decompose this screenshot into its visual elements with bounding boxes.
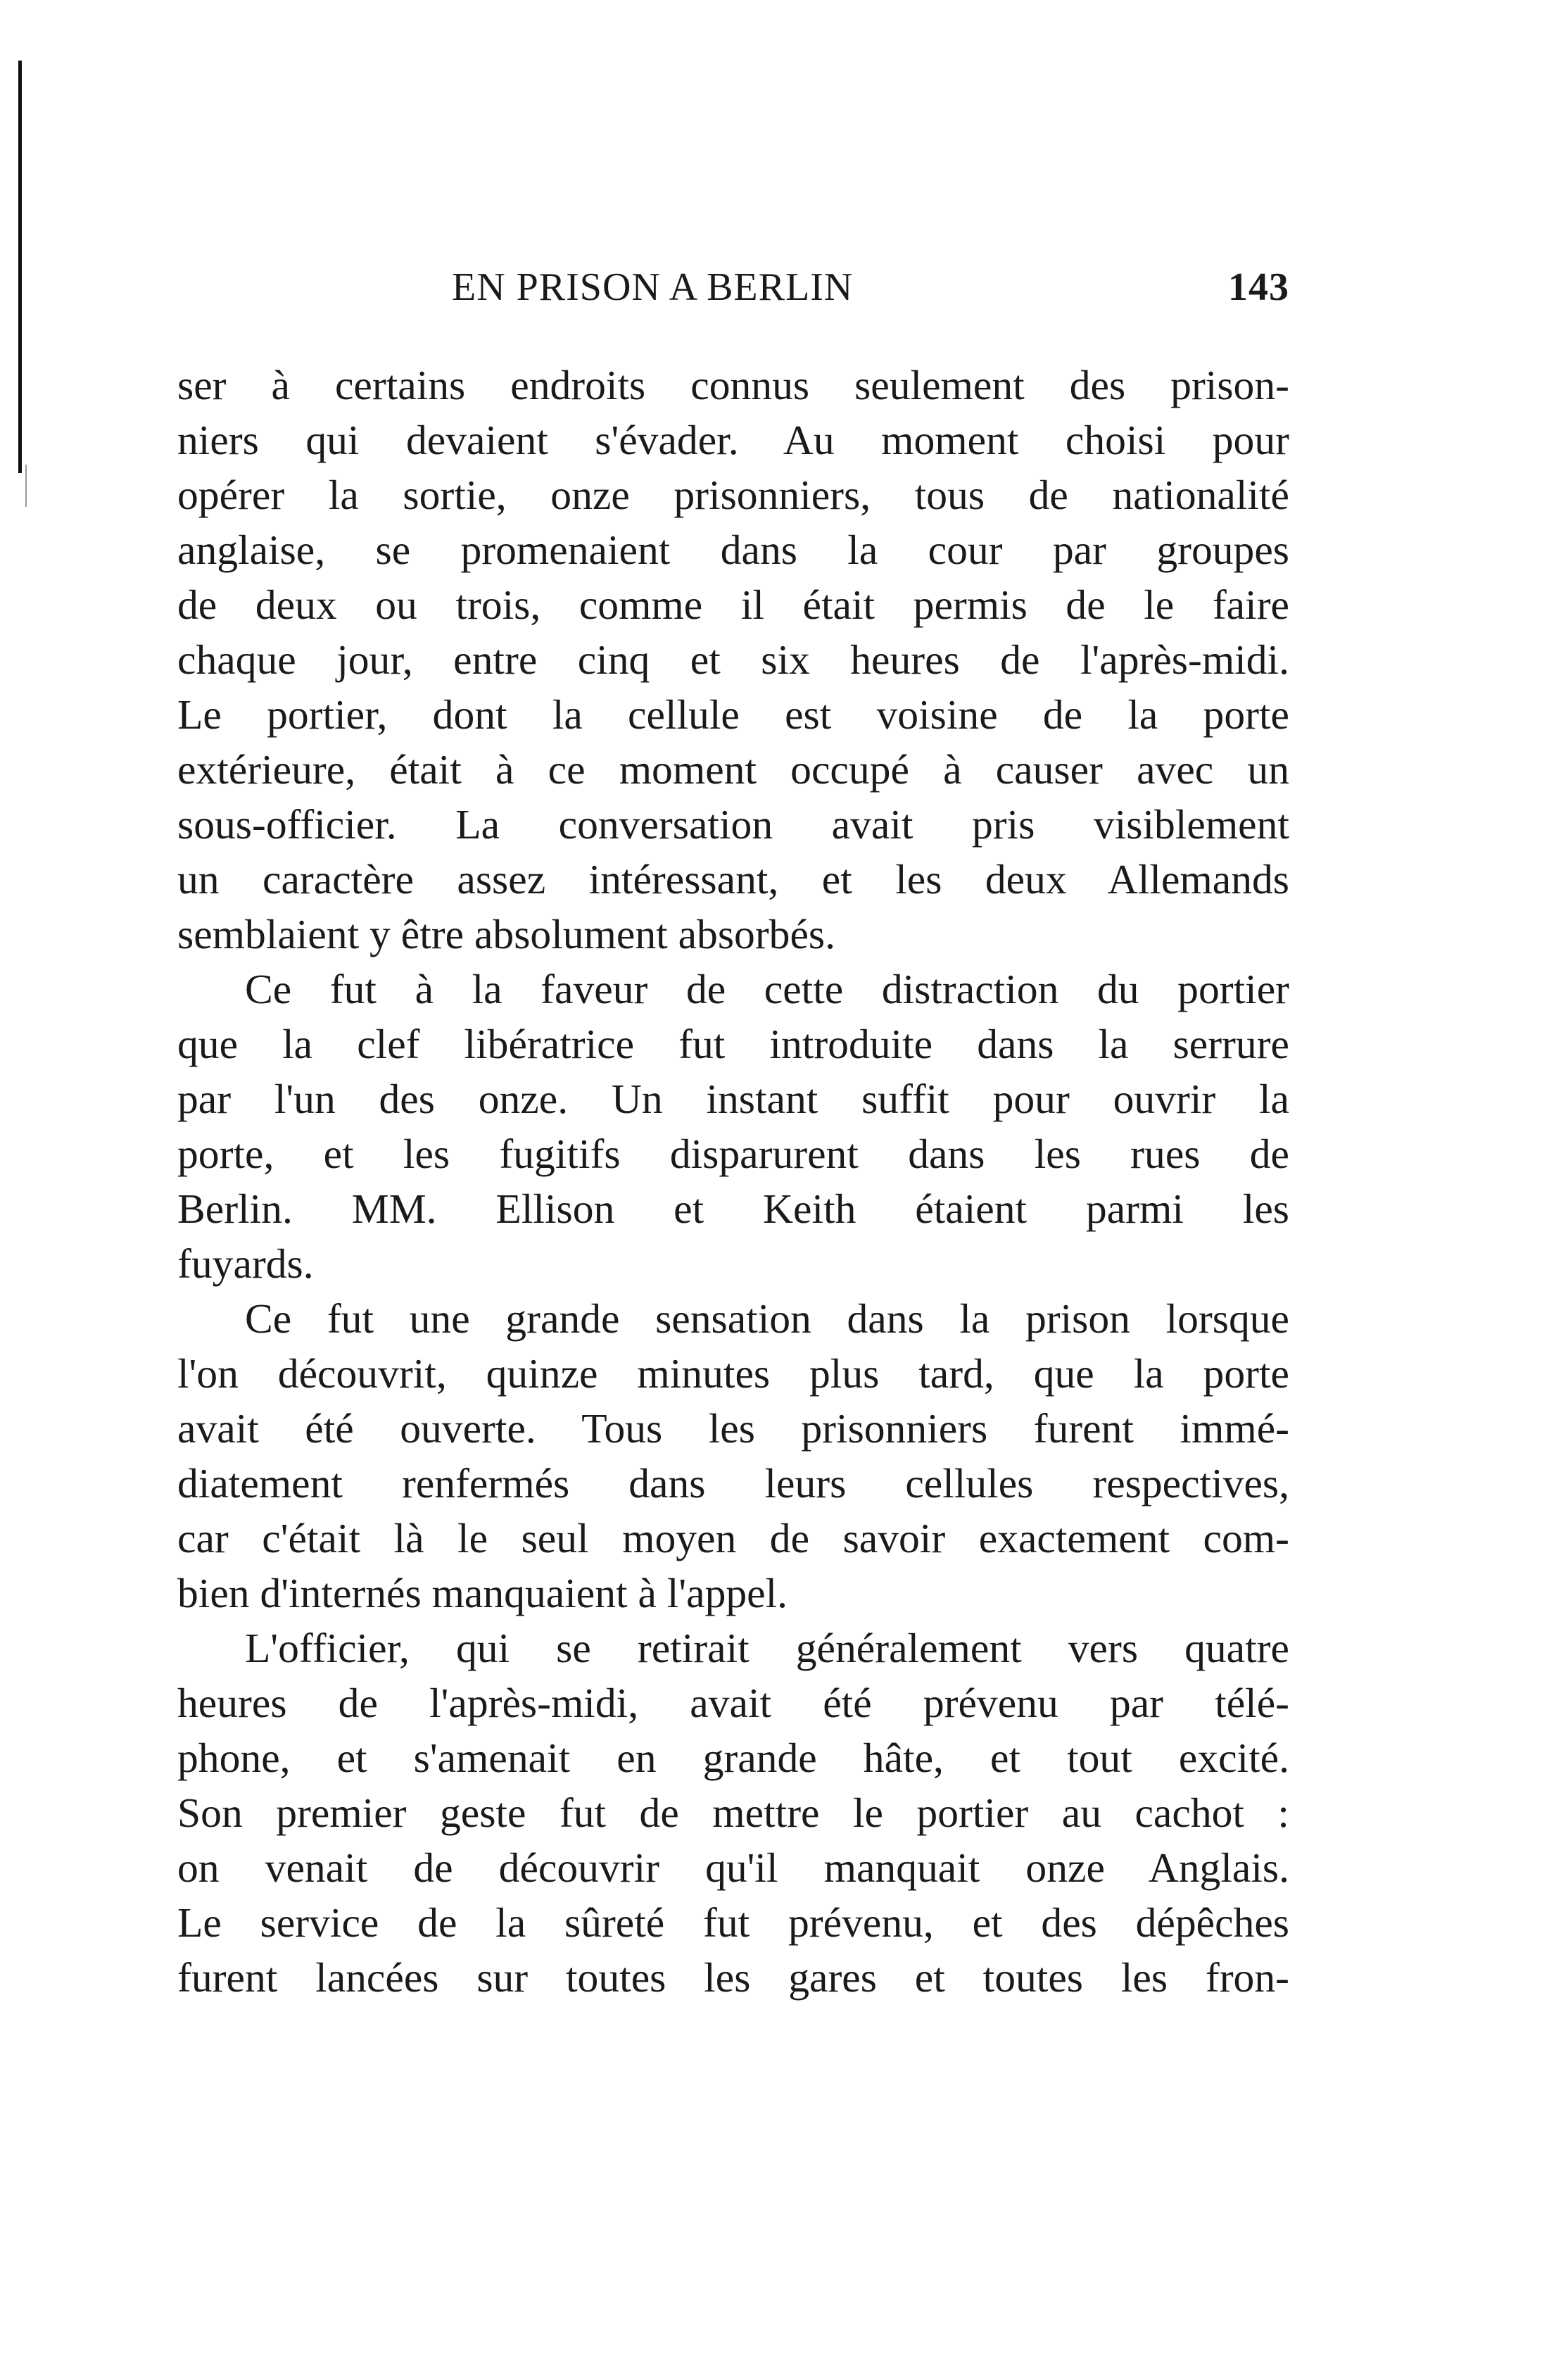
scan-binding-edge <box>18 61 22 473</box>
text-line: opérer la sortie, onze prisonniers, tous de nationalité <box>177 472 1289 518</box>
text-line: phone, et s'amenait en grande hâte, et tout excité. <box>177 1735 1289 1781</box>
text-line: Ce fut une grande sensation dans la prison lorsque <box>245 1295 1289 1342</box>
paragraph-3 <box>177 1291 1289 1621</box>
text-line: Son premier geste fut de mettre le portier au cachot : <box>177 1789 1289 1836</box>
text-line: semblaient y être absolument absorbés. <box>177 911 836 957</box>
running-title: EN PRISON A BERLIN <box>452 265 854 309</box>
text-line: sous-officier. La conversation avait pris visiblement <box>177 801 1289 848</box>
text-line: Le portier, dont la cellule est voisine de la porte <box>177 691 1289 738</box>
text-line: que la clef libératrice fut introduite dans la serrure <box>177 1021 1289 1067</box>
text-line: extérieure, était à ce moment occupé à causer avec un <box>177 746 1289 793</box>
text-line: l'on découvrit, quinze minutes plus tard, que la porte <box>177 1350 1289 1397</box>
paragraph-2 <box>177 962 1289 1291</box>
running-head <box>177 265 1289 321</box>
text-line: avait été ouverte. Tous les prisonniers furent immé- <box>177 1405 1289 1452</box>
text-line: bien d'internés manquaient à l'appel. <box>177 1570 788 1616</box>
text-line: chaque jour, entre cinq et six heures de l'après-midi. <box>177 636 1289 683</box>
text-line: on venait de découvrir qu'il manquait onze Anglais. <box>177 1844 1289 1891</box>
page-number: 143 <box>1228 265 1289 309</box>
text-line: car c'était là le seul moyen de savoir exactement com- <box>177 1515 1289 1561</box>
text-line: ser à certains endroits connus seulement des prison- <box>177 362 1289 408</box>
scan-binding-edge-faint <box>25 465 27 507</box>
text-line: de deux ou trois, comme il était permis de le faire <box>177 581 1289 628</box>
text-line: anglaise, se promenaient dans la cour par groupes <box>177 527 1289 573</box>
text-line: diatement renfermés dans leurs cellules respectives, <box>177 1460 1289 1506</box>
text-line: niers qui devaient s'évader. Au moment choisi pour <box>177 417 1289 463</box>
body-text <box>177 358 1289 2005</box>
text-line: fuyards. <box>177 1240 314 1287</box>
paragraph-1 <box>177 358 1289 962</box>
text-line: heures de l'après-midi, avait été prévenu par télé- <box>177 1680 1289 1726</box>
text-line: Berlin. MM. Ellison et Keith étaient parmi les <box>177 1185 1289 1232</box>
text-line: furent lancées sur toutes les gares et toutes les fron- <box>177 1954 1289 2001</box>
text-line: porte, et les fugitifs disparurent dans les rues de <box>177 1131 1289 1177</box>
text-line: par l'un des onze. Un instant suffit pour ouvrir la <box>177 1076 1289 1122</box>
text-line: Le service de la sûreté fut prévenu, et des dépêches <box>177 1899 1289 1946</box>
paragraph-4 <box>177 1621 1289 2005</box>
book-page <box>177 265 1289 2005</box>
text-line: Ce fut à la faveur de cette distraction du portier <box>245 966 1289 1012</box>
text-line: L'officier, qui se retirait généralement vers quatre <box>245 1625 1289 1671</box>
text-line: un caractère assez intéressant, et les deux Allemands <box>177 856 1289 902</box>
